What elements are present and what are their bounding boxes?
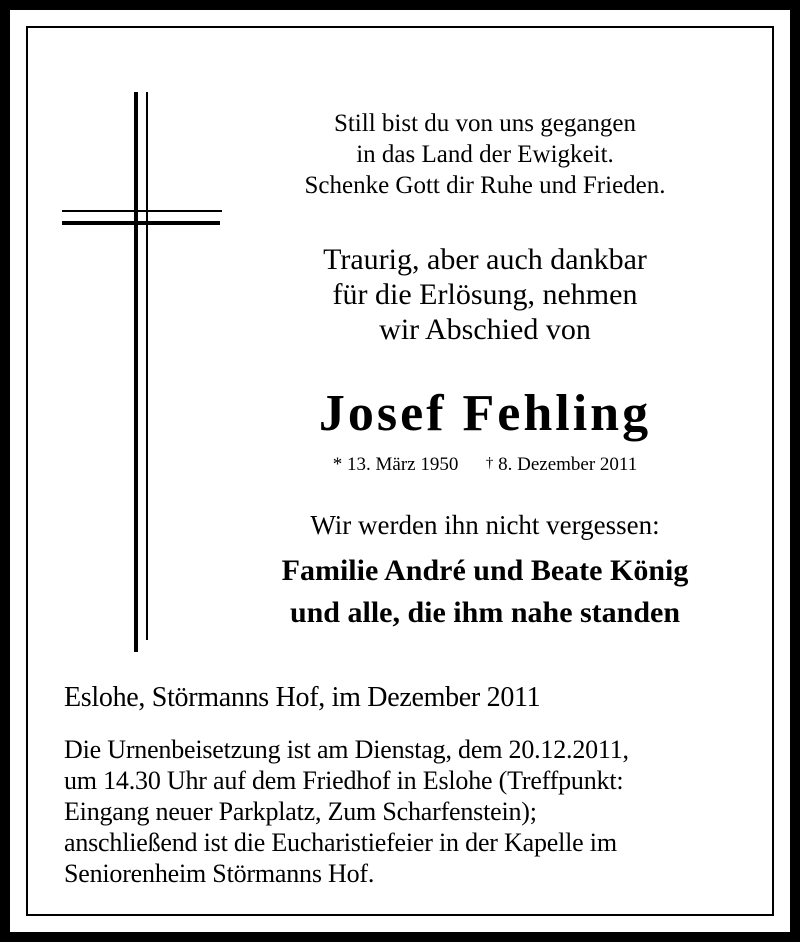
farewell-line: Traurig, aber auch dankbar: [323, 243, 647, 276]
birth-date: 13. März 1950: [347, 454, 459, 475]
birth-symbol: *: [332, 454, 343, 475]
place-date: Eslohe, Störmanns Hof, im Dezember 2011: [64, 682, 541, 713]
mourners-line: und alle, die ihm nahe standen: [289, 596, 681, 629]
farewell-line: für die Erlösung, nehmen: [332, 278, 638, 311]
farewell-line: wir Abschied von: [379, 313, 591, 346]
life-dates: [232, 452, 738, 476]
death-symbol: †: [485, 455, 494, 471]
farewell-text: [232, 242, 738, 347]
details-line: Die Urnenbeisetzung ist am Dienstag, dem 20.12.2011,: [64, 735, 629, 764]
remember-text: Wir werden ihn nicht vergessen:: [310, 510, 660, 540]
verse-line: in das Land der Ewigkeit.: [356, 141, 614, 168]
verse: [232, 108, 738, 201]
verse-line: Schenke Gott dir Ruhe und Frieden.: [304, 172, 666, 199]
funeral-details: [64, 734, 744, 889]
cross-icon: [62, 92, 222, 652]
details-line: anschließend ist die Eucharistiefeier in der Kapelle im: [64, 828, 617, 857]
deceased-name: Josef Fehling: [318, 385, 652, 442]
mourners: [232, 550, 738, 634]
verse-line: Still bist du von uns gegangen: [333, 110, 637, 137]
mourners-line: Familie André und Beate König: [281, 554, 689, 587]
death-date: 8. Dezember 2011: [498, 454, 638, 475]
details-line: Seniorenheim Störmanns Hof.: [64, 859, 375, 888]
details-line: Eingang neuer Parkplatz, Zum Scharfenstein);: [64, 797, 537, 826]
details-line: um 14.30 Uhr auf dem Friedhof in Eslohe (Treffpunkt:: [64, 766, 624, 795]
